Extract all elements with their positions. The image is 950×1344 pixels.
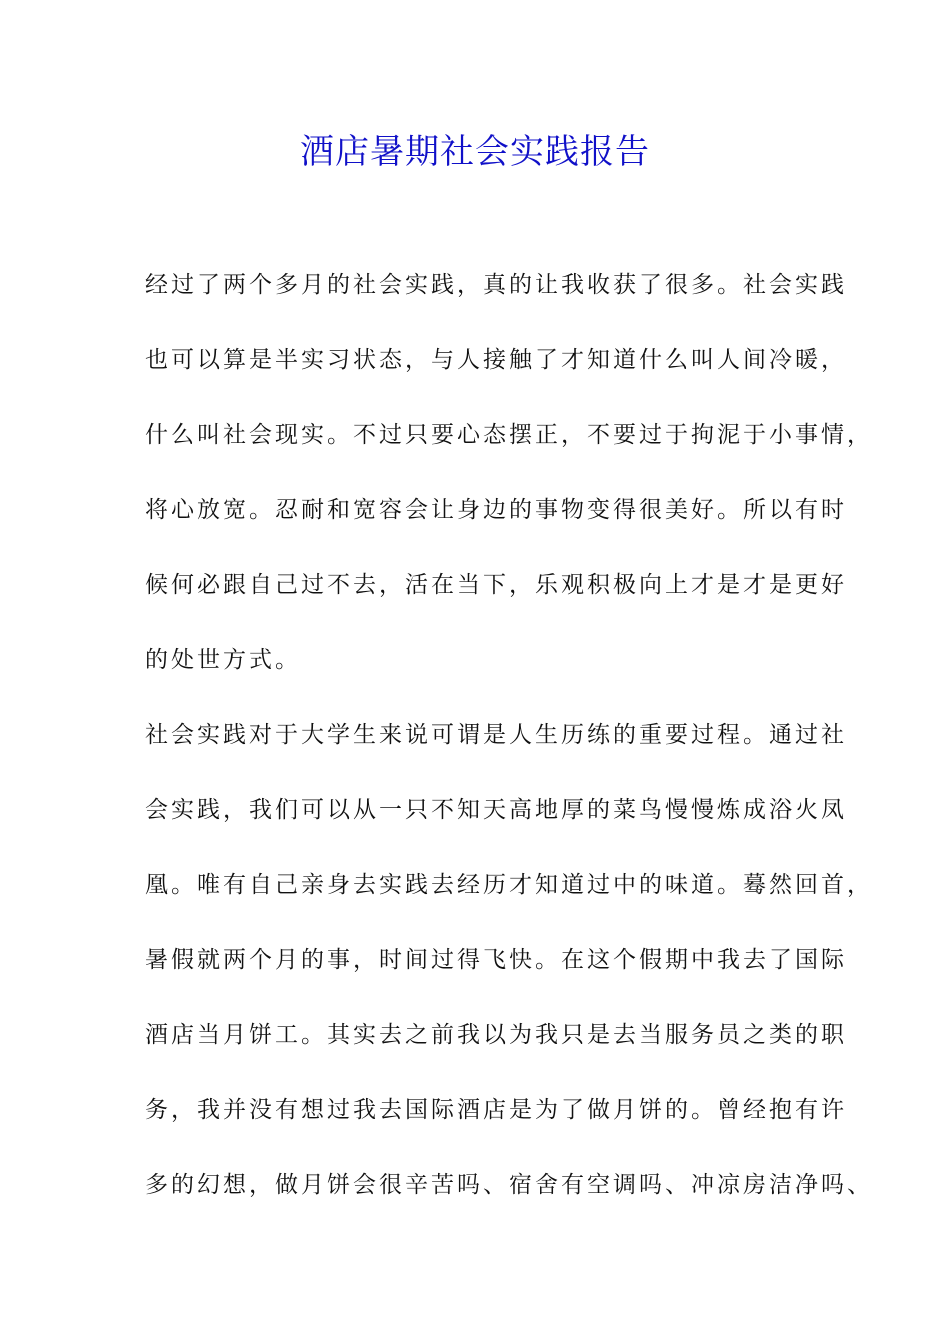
body-line: 的处世方式。 bbox=[145, 647, 301, 673]
body-line: 务，我并没有想过我去国际酒店是为了做月饼的。曾经抱有许 bbox=[145, 1097, 847, 1123]
body-line: 多的幻想，做月饼会很辛苦吗、宿舍有空调吗、冲凉房洁净吗、 bbox=[145, 1172, 873, 1198]
body-line: 也可以算是半实习状态，与人接触了才知道什么叫人间冷暖， bbox=[145, 347, 847, 373]
body-line: 暑假就两个月的事，时间过得飞快。在这个假期中我去了国际 bbox=[145, 947, 847, 973]
body-line: 会实践，我们可以从一只不知天高地厚的菜鸟慢慢炼成浴火凤 bbox=[145, 797, 847, 823]
document-title: 酒店暑期社会实践报告 bbox=[300, 132, 650, 172]
body-line: 凰。唯有自己亲身去实践去经历才知道过中的味道。蓦然回首， bbox=[145, 872, 873, 898]
document-body bbox=[145, 260, 873, 1235]
body-line: 候何必跟自己过不去，活在当下，乐观积极向上才是才是更好 bbox=[145, 572, 847, 598]
body-line: 酒店当月饼工。其实去之前我以为我只是去当服务员之类的职 bbox=[145, 1022, 847, 1048]
body-line: 什么叫社会现实。不过只要心态摆正，不要过于拘泥于小事情， bbox=[145, 422, 873, 448]
body-line: 将心放宽。忍耐和宽容会让身边的事物变得很美好。所以有时 bbox=[145, 497, 847, 523]
body-line: 经过了两个多月的社会实践，真的让我收获了很多。社会实践 bbox=[145, 272, 847, 298]
body-line: 社会实践对于大学生来说可谓是人生历练的重要过程。通过社 bbox=[145, 722, 847, 748]
